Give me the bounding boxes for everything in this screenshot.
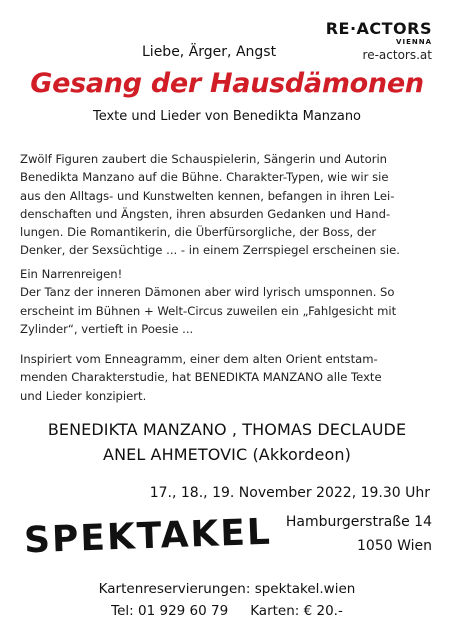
cast-line-2: ANEL AHMETOVIC (Akkordeon) xyxy=(103,445,351,464)
paragraph-narrenreigen xyxy=(20,265,434,338)
spektakel-logo xyxy=(23,511,273,564)
paragraph-intro xyxy=(20,150,434,260)
paragraph-line: denschaften und Ängsten, ihren absurden Gedanken und Hand- xyxy=(20,206,391,221)
phone-number: Tel: 01 929 60 79 xyxy=(111,603,229,619)
paragraph-line: aus den Alltags- und Kunstwelten kennen, befangen in ihren Lei- xyxy=(20,188,395,203)
paragraph-enneagramm xyxy=(20,350,434,405)
cast-line-1: BENEDIKTA MANZANO , THOMAS DECLAUDE xyxy=(47,420,407,439)
logo-url: re-actors.at xyxy=(362,48,432,62)
paragraph-line: und Lieder konzipiert. xyxy=(20,388,147,403)
venue-city: 1050 Wien xyxy=(357,538,432,554)
paragraph-line: Inspiriert vom Enneagramm, einer dem alten Orient entstam- xyxy=(20,352,378,366)
reactors-logo xyxy=(312,20,432,63)
paragraph-line: Zylinder“, vertieft in Poesie ... xyxy=(20,321,194,336)
paragraph-line: lungen. Die Romantikerin, die Überfürsorgliche, der Boss, der xyxy=(20,225,377,240)
venue-street: Hamburgerstraße 14 xyxy=(285,514,432,530)
paragraph-line: Benedikta Manzano auf die Bühne. Charakter-Typen, wie wir sie xyxy=(20,170,389,185)
ticket-reservation: Kartenreservierungen: spektakel.wien xyxy=(98,581,356,597)
kicker-text: Liebe, Ärger, Angst xyxy=(142,44,277,60)
venue-name: SPEKTAKEL xyxy=(23,511,273,562)
contact-line xyxy=(0,603,454,619)
logo-city: VIENNA xyxy=(396,38,432,46)
paragraph-line: Ein Narrenreigen! xyxy=(20,267,123,281)
paragraph-line: erscheint im Bühnen + Welt-Circus zuweilen ein „Fahlgesicht mit xyxy=(20,303,397,318)
paragraph-line: menden Charakterstudie, hat BENEDIKTA MANZANO alle Texte xyxy=(20,370,382,385)
logo-brand: RE·ACTORS xyxy=(325,19,432,38)
event-dates: 17., 18., 19. November 2022, 19.30 Uhr xyxy=(149,485,430,501)
subtitle: Texte und Lieder von Benedikta Manzano xyxy=(92,109,362,124)
paragraph-line: Der Tanz der inneren Dämonen aber wird lyrisch umsponnen. So xyxy=(20,285,395,300)
paragraph-line: Denker, der Sexsüchtige ... - in einem Zerrspiegel erscheinen sie. xyxy=(20,243,400,258)
page-title: Gesang der Hausdämonen xyxy=(30,68,424,99)
paragraph-line: Zwölf Figuren zaubert die Schauspielerin, Sängerin und Autorin xyxy=(20,152,388,166)
ticket-price: Karten: € 20.- xyxy=(250,603,343,619)
